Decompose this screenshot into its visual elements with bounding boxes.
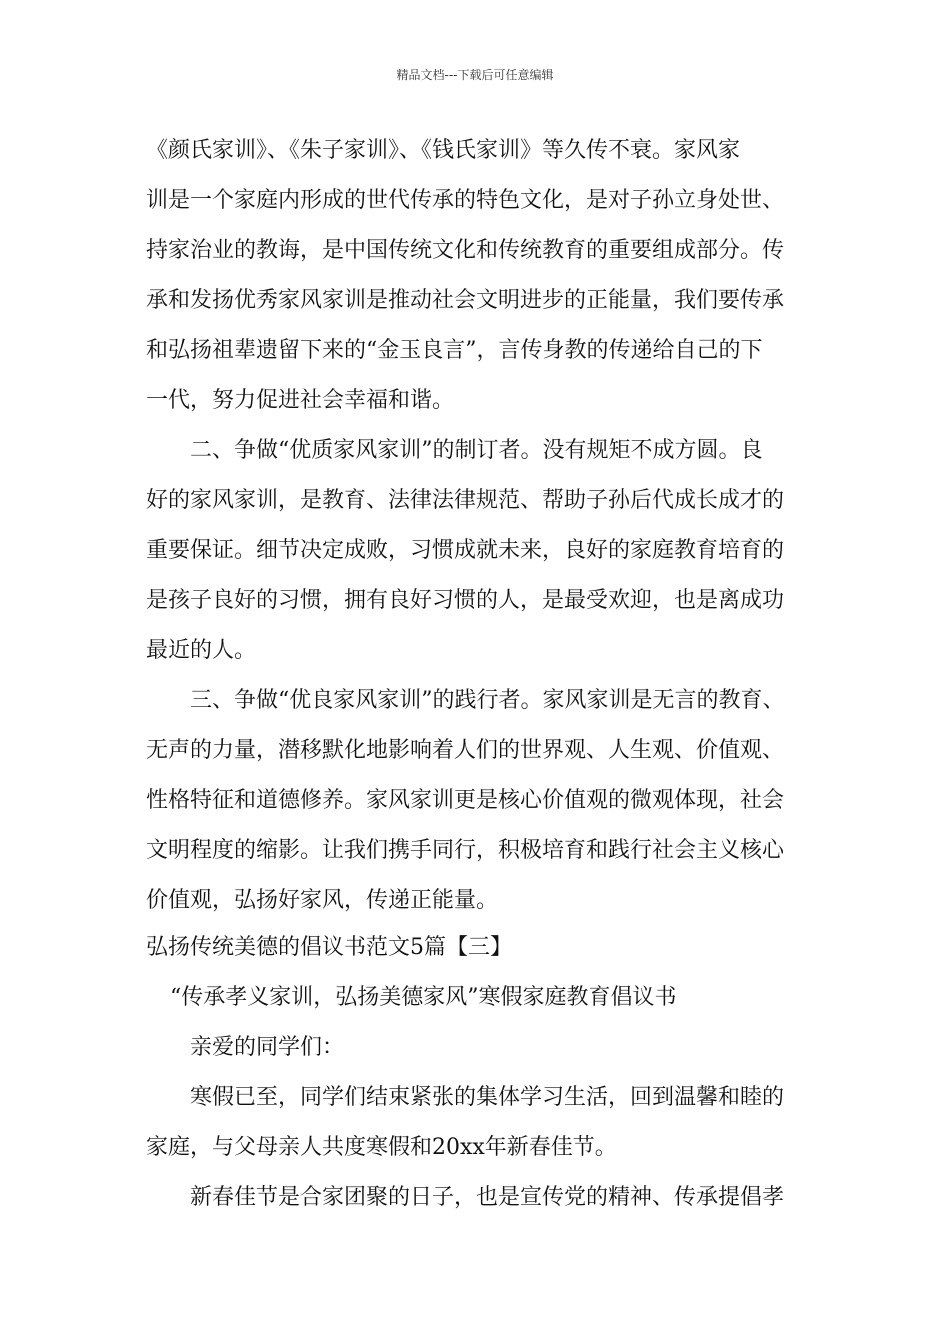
body-line: 承和发扬优秀家风家训是推动社会文明进步的正能量，我们要传承 xyxy=(146,288,785,313)
body-line: 重要保证。细节决定成败，习惯成就未来，良好的家庭教育培育的 xyxy=(146,538,785,563)
paragraph-first-line: 三、争做“优良家风家训”的践行者。家风家训是无言的教育、 xyxy=(190,688,785,713)
body-line: 《颜氏家训》、《朱子家训》、《钱氏家训》等久传不衰。家风家 xyxy=(146,138,741,163)
body-line: 持家治业的教诲，是中国传统文化和传统教育的重要组成部分。传 xyxy=(146,238,785,263)
body-line: 好的家风家训，是教育、法律法律规范、帮助子孙后代成长成才的 xyxy=(146,488,785,513)
document-title: “传承孝义家训，弘扬美德家风”寒假家庭教育倡议书 xyxy=(170,985,677,1010)
section-heading: 弘扬传统美德的倡议书范文5篇【三】 xyxy=(146,935,512,960)
paragraph-first-line: 二、争做“优质家风家训”的制订者。没有规矩不成方圆。良 xyxy=(190,438,763,463)
page-header: 精品文档---下载后可任意编辑 xyxy=(396,68,554,82)
body-line: 最近的人。 xyxy=(146,638,257,663)
paragraph-first-line: 寒假已至，同学们结束紧张的集体学习生活，回到温馨和睦的 xyxy=(190,1085,785,1110)
body-line: 无声的力量，潜移默化地影响着人们的世界观、人生观、价值观、 xyxy=(146,738,785,763)
paragraph-first-line: 新春佳节是合家团聚的日子，也是宣传党的精神、传承提倡孝 xyxy=(190,1185,785,1210)
body-line: 文明程度的缩影。让我们携手同行，积极培育和践行社会主义核心 xyxy=(146,838,785,863)
body-line: 训是一个家庭内形成的世代传承的特色文化，是对子孙立身处世、 xyxy=(146,188,785,213)
body-line: 性格特征和道德修养。家风家训更是核心价值观的微观体现，社会 xyxy=(146,788,785,813)
body-line: 一代，努力促进社会幸福和谐。 xyxy=(146,388,455,413)
body-line: 是孩子良好的习惯，拥有良好习惯的人，是最受欢迎，也是离成功 xyxy=(146,588,785,613)
body-line: 价值观，弘扬好家风，传递正能量。 xyxy=(146,888,499,913)
body-line: 家庭，与父母亲人共度寒假和20xx年新春佳节。 xyxy=(146,1135,617,1160)
salutation: 亲爱的同学们： xyxy=(190,1035,345,1060)
body-line: 和弘扬祖辈遗留下来的“金玉良言”，言传身教的传递给自己的下 xyxy=(146,338,763,363)
